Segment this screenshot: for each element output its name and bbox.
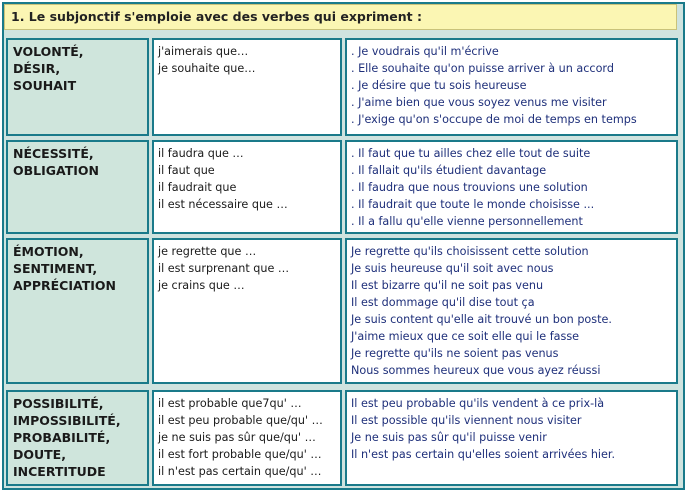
category-label: NÉCESSITÉ,: [13, 146, 94, 161]
verbs-cell: [152, 140, 342, 234]
example-sentence: . J'aime bien que vous soyez venus me visiter: [351, 96, 607, 109]
verbs-cell: [152, 390, 342, 486]
category-label: SOUHAIT: [13, 78, 77, 93]
verb-expression: il faudra que …: [158, 147, 244, 160]
verb-expression: j'aimerais que…: [158, 45, 249, 58]
example-sentence: . Je voudrais qu'il m'écrive: [351, 45, 499, 58]
verb-expression: il est fort probable que/qu' …: [158, 448, 322, 461]
example-sentence: . Il faut que tu ailles chez elle tout de suite: [351, 147, 591, 160]
example-sentence: . Elle souhaite qu'on puisse arriver à un accord: [351, 62, 614, 75]
example-sentence: Je regrette qu'ils choisissent cette solution: [351, 245, 589, 258]
verbs-cell: [152, 38, 342, 136]
category-label: INCERTITUDE: [13, 464, 106, 479]
example-sentence: . Il faudrait que toute le monde choisisse ...: [351, 198, 595, 211]
verb-expression: il faudrait que: [158, 181, 237, 194]
verb-expression: il est peu probable que/qu' …: [158, 414, 323, 427]
examples-cell: [345, 390, 678, 486]
example-sentence: Il est peu probable qu'ils vendent à ce prix-là: [351, 397, 605, 410]
example-sentence: Il est dommage qu'il dise tout ça: [351, 296, 535, 309]
category-cell: [6, 238, 149, 384]
example-sentence: Je regrette qu'ils ne soient pas venus: [351, 347, 559, 360]
category-label: APPRÉCIATION: [13, 278, 116, 293]
example-sentence: . Il faudra que nous trouvions une solution: [351, 181, 588, 194]
example-sentence: J'aime mieux que ce soit elle qui le fasse: [351, 330, 580, 343]
example-sentence: Je suis heureuse qu'il soit avec nous: [351, 262, 554, 275]
example-sentence: Je ne suis pas sûr qu'il puisse venir: [351, 431, 547, 444]
verb-expression: il est surprenant que …: [158, 262, 290, 275]
verb-expression: il est nécessaire que …: [158, 198, 288, 211]
example-sentence: Je suis content qu'elle ait trouvé un bon poste.: [351, 313, 612, 326]
category-label: OBLIGATION: [13, 163, 99, 178]
verb-expression: il faut que: [158, 164, 215, 177]
example-sentence: Il est bizarre qu'il ne soit pas venu: [351, 279, 544, 292]
category-cell: [6, 38, 149, 136]
verbs-cell: [152, 238, 342, 384]
verb-expression: je ne suis pas sûr que/qu' …: [158, 431, 316, 444]
category-cell: [6, 390, 149, 486]
examples-cell: [345, 140, 678, 234]
example-sentence: Il est possible qu'ils viennent nous visiter: [351, 414, 582, 427]
category-label: IMPOSSIBILITÉ,: [13, 413, 121, 428]
category-cell: [6, 140, 149, 234]
category-label: DOUTE,: [13, 447, 66, 462]
category-label: VOLONTÉ,: [13, 44, 84, 59]
example-sentence: . Il a fallu qu'elle vienne personnellement: [351, 215, 583, 228]
examples-cell: [345, 238, 678, 384]
verb-expression: je regrette que …: [158, 245, 257, 258]
category-label: DÉSIR,: [13, 61, 61, 76]
example-sentence: Il n'est pas certain qu'elles soient arrivées hier.: [351, 448, 616, 461]
example-sentence: . J'exige qu'on s'occupe de moi de temps en temps: [351, 113, 637, 126]
example-sentence: . Je désire que tu sois heureuse: [351, 79, 527, 92]
section-title: 1. Le subjonctif s'emploie avec des verbes qui expriment :: [4, 4, 677, 30]
category-label: POSSIBILITÉ,: [13, 396, 104, 411]
example-sentence: Nous sommes heureux que vous ayez réussi: [351, 364, 601, 377]
examples-cell: [345, 38, 678, 136]
example-sentence: . Il fallait qu'ils étudient davantage: [351, 164, 547, 177]
verb-expression: il est probable que7qu' …: [158, 397, 302, 410]
category-label: SENTIMENT,: [13, 261, 98, 276]
category-label: ÉMOTION,: [13, 244, 84, 259]
verb-expression: je souhaite que…: [158, 62, 256, 75]
verb-expression: je crains que …: [158, 279, 245, 292]
verb-expression: il n'est pas certain que/qu' …: [158, 465, 322, 478]
category-label: PROBABILITÉ,: [13, 430, 111, 445]
